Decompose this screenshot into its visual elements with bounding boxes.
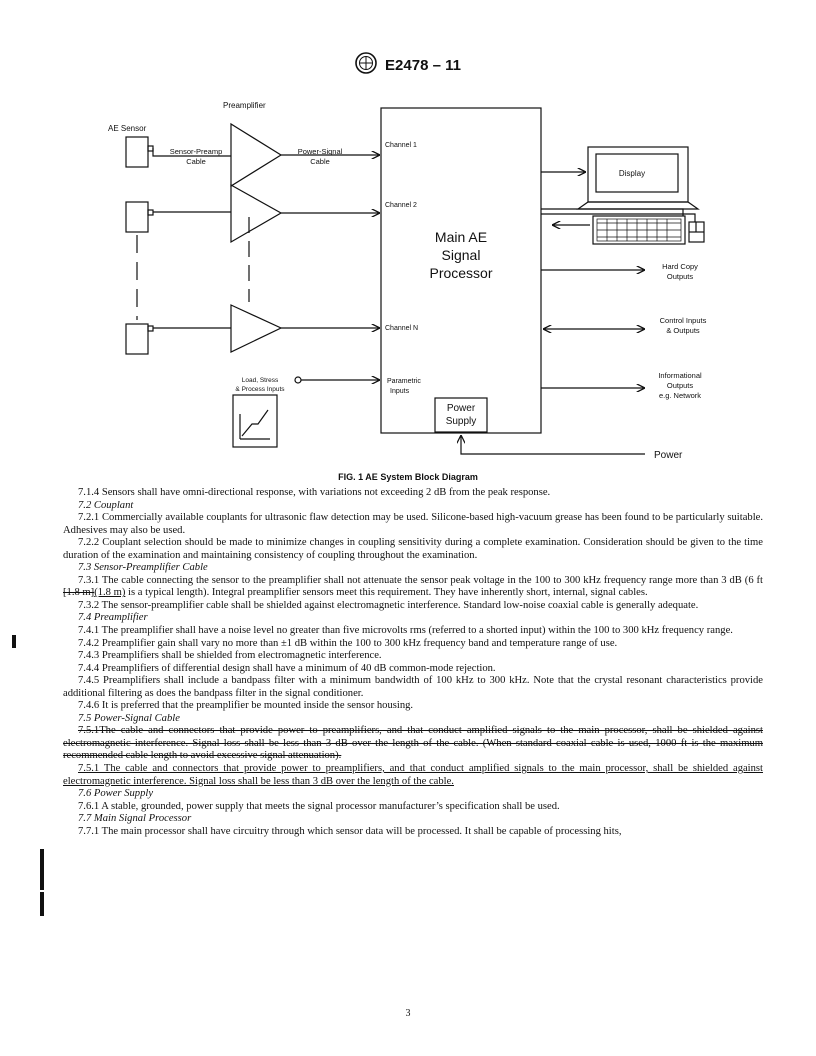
heading-7-6: 7.6 Power Supply (78, 788, 154, 800)
heading-7-3: 7.3 Sensor-Preamplifier Cable (78, 562, 208, 574)
heading-7-4: 7.4 Preamplifier (78, 612, 148, 624)
svg-text:& Outputs: & Outputs (666, 326, 700, 335)
svg-text:Sensor-Preamp: Sensor-Preamp (169, 147, 223, 156)
svg-text:Control Inputs: Control Inputs (659, 316, 707, 325)
preamplifier-1 (231, 124, 281, 186)
preamplifier-2 (231, 185, 281, 242)
heading-7-2: 7.2 Couplant (78, 499, 134, 511)
para-7-5-1-deleted: 7.5.1The cable and connectors that provide power to preamplifiers, and that conduct amplified signals to the main processor, shall be shielded against electromagnetic interference. Signal loss shall be less than 3 dB over the length of the cable. (When standard coaxial cable is used, 1000 ft is the maximum recommended cable length to avoid excessive signal attenuation). (63, 725, 763, 762)
svg-text:Processor: Processor (429, 265, 493, 281)
svg-text:Parametric: Parametric (387, 378, 421, 385)
figure-caption: FIG. 1 AE System Block Diagram (338, 472, 478, 482)
document-header (0, 52, 816, 79)
astm-logo-icon (355, 52, 377, 79)
channel-1-label: Channel 1 (385, 142, 417, 149)
power-supply-label: Power (446, 403, 476, 414)
body-text (63, 487, 763, 838)
svg-text:Hard Copy: Hard Copy (662, 262, 698, 271)
para-7-2-1: 7.2.1 Commercially available couplants for ultrasonic flaw detection may be used. Silicone-based high-vacuum grease has been found to be particularly suitable. Adhesives may also be used. (63, 512, 763, 536)
change-bar (12, 635, 16, 648)
svg-text:Inputs: Inputs (390, 388, 410, 395)
standard-designation: E2478 – 11 (385, 57, 461, 74)
display-label: Display (618, 169, 646, 178)
change-bar (40, 892, 44, 916)
power-label: Power (654, 450, 683, 461)
preamplifier-n (231, 305, 281, 352)
para-7-7-1: 7.7.1 The main processor shall have circuitry through which sensor data will be processed. It shall be capable of processing hits, (78, 825, 622, 837)
svg-text:& Process Inputs: & Process Inputs (235, 386, 285, 393)
change-bar (40, 849, 44, 890)
svg-text:Load, Stress: Load, Stress (241, 377, 279, 384)
para-7-4-6: 7.4.6 It is preferred that the preamplifier be mounted inside the sensor housing. (78, 700, 414, 712)
para-7-3-2: 7.3.2 The sensor-preamplifier cable shall be shielded against electromagnetic interference. Standard low-noise coaxial cable is generally adequate. (78, 599, 699, 611)
heading-7-7: 7.7 Main Signal Processor (78, 813, 192, 825)
para-7-4-1: 7.4.1 The preamplifier shall have a noise level no greater than five microvolts rms (referred to a shorted input) within the 100 to 300 kHz frequency range. (78, 625, 733, 637)
svg-text:e.g. Network: e.g. Network (658, 391, 702, 400)
para-7-3-1: 7.3.1 The cable connecting the sensor to the preamplifier shall not attenuate the sensor peak voltage in the 100 to 300 kHz frequency range more than 3 dB (6 ft [1.8 m](1.8 m) is a typical length). Integral preamplifier sensors meet this requirement. They have inherently short, internal, signal cables. (63, 574, 763, 599)
para-7-2-2: 7.2.2 Couplant selection should be made to minimize changes in coupling sensitivity during a complete examination. Consideration should be given to the time duration of the examination and maintaining consistency of coupling throughout the examination. (63, 537, 763, 561)
deleted-text: [1.8 m] (63, 587, 95, 599)
channel-2-label: Channel 2 (385, 202, 417, 209)
ae-sensor-n (126, 324, 148, 354)
svg-text:Cable: Cable (310, 157, 330, 166)
para-7-6-1: 7.6.1 A stable, grounded, power supply that meets the signal processor manufacturer’s specification shall be used. (78, 800, 560, 812)
page-number: 3 (405, 1008, 411, 1019)
para-7-4-5: 7.4.5 Preamplifiers shall include a bandpass filter with a minimum bandwidth of 100 kHz to 300 kHz. Note that the crystal resonant characteristics provide additional filtering as does the bandpass filter in the signal conditioner. (63, 675, 763, 699)
svg-text:Outputs: Outputs (666, 272, 694, 281)
ae-sensor-label: AE Sensor (108, 124, 147, 133)
main-processor-label: Main AE (434, 229, 488, 245)
svg-text:Power-Signal: Power-Signal (297, 147, 343, 156)
ae-system-block-diagram (100, 92, 720, 467)
svg-text:Signal: Signal (441, 247, 481, 263)
svg-text:Informational: Informational (658, 371, 702, 380)
ae-sensor-2 (126, 202, 148, 232)
svg-text:Outputs: Outputs (666, 381, 694, 390)
svg-text:Supply: Supply (445, 416, 477, 427)
para-7-1-4: 7.1.4 Sensors shall have omni-directional response, with variations not exceeding 2 dB from the peak response. (78, 487, 551, 498)
para-7-4-4: 7.4.4 Preamplifiers of differential design shall have a minimum of 40 dB common-mode rejection. (78, 662, 496, 674)
svg-text:Cable: Cable (186, 157, 206, 166)
channel-n-label: Channel N (385, 325, 419, 332)
para-7-5-1-inserted: 7.5.1 The cable and connectors that provide power to preamplifiers, and that conduct amplified signals to the main processor, shall be shielded against electromagnetic interference. Signal loss shall be less than 3 dB over the length of the cable. (63, 763, 763, 787)
para-7-4-2: 7.4.2 Preamplifier gain shall vary no more than ±1 dB within the 100 to 300 kHz frequency band and temperature range of use. (78, 637, 618, 649)
ae-sensor-1 (126, 137, 148, 167)
inserted-text: (1.8 m) (94, 587, 126, 599)
preamplifier-label: Preamplifier (223, 101, 266, 110)
para-7-4-3: 7.4.3 Preamplifiers shall be shielded from electromagnetic interference. (78, 650, 382, 662)
heading-7-5: 7.5 Power-Signal Cable (78, 712, 180, 724)
